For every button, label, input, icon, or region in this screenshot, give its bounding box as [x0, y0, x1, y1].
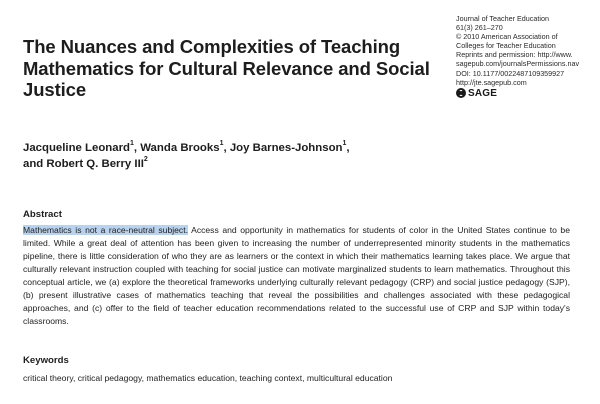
author-separator: ,	[133, 142, 138, 154]
author-affiliation: 1	[342, 140, 347, 148]
abstract-body-text: Access and opportunity in mathematics for students of color in the United States continue to be limited. While a great deal of attention has been given to increasing the number of underrepresented minority students in the mathematics pipeline, there is little consideration of who they are as learners or the context in which their mathematics learning takes place. We argue that culturally relevant instruction coupled with teaching for social justice can motivate marginalized students to learn mathematics. Throughout this conceptual article, we (a) explore the theoretical frameworks underlying culturally relevant pedagogy (CRP) and social justice pedagogy (SJP), (b) present illustrative cases of mathematics teaching that reveal the possibilities and challenges associated with these pedagogical approaches, and (c) offer to the field of teacher education recommendations related to the successful use of CRP and SJP within today's classrooms.	[23, 225, 570, 326]
author-name: Joy Barnes-Johnson	[229, 142, 343, 154]
abstract-heading: Abstract	[23, 209, 62, 220]
reprints-line-1: Reprints and permission: http://www.	[456, 50, 573, 60]
author-name: Jacqueline Leonard	[23, 142, 130, 154]
publisher-logo	[456, 88, 596, 99]
copyright-line-1: © 2010 American Association of	[456, 32, 558, 42]
author-affiliation: 2	[143, 156, 148, 164]
publisher-name: SAGE	[468, 87, 498, 99]
copyright-line-2: Colleges for Teacher Education	[456, 41, 556, 51]
author-name: and Robert Q. Berry III	[23, 158, 144, 170]
sage-logo-icon	[456, 88, 466, 98]
author-affiliation: 1	[219, 140, 224, 148]
journal-meta	[456, 14, 596, 99]
reprints-line-2: sagepub.com/journalsPermissions.nav	[456, 59, 580, 69]
author-affiliation: 1	[129, 140, 134, 148]
journal-volume: 61(3) 261–270	[456, 23, 503, 33]
abstract-text	[23, 224, 570, 328]
author-separator: ,	[223, 142, 227, 154]
keywords-heading: Keywords	[23, 355, 69, 366]
author-name: Wanda Brooks	[140, 142, 220, 154]
author-list	[23, 140, 473, 172]
doi-line: DOI: 10.1177/0022487109359927	[456, 68, 565, 78]
keywords-text: critical theory, critical pedagogy, mathematics education, teaching context, multicultural education	[23, 373, 393, 383]
journal-url: http://jte.sagepub.com	[456, 77, 527, 87]
journal-name: Journal of Teacher Education	[456, 14, 549, 23]
article-title: The Nuances and Complexities of Teaching Mathematics for Cultural Relevance and Social Justice	[23, 36, 430, 100]
author-separator: ,	[346, 142, 350, 154]
highlighted-selection[interactable]: Mathematics is not a race-neutral subject.	[23, 225, 188, 235]
